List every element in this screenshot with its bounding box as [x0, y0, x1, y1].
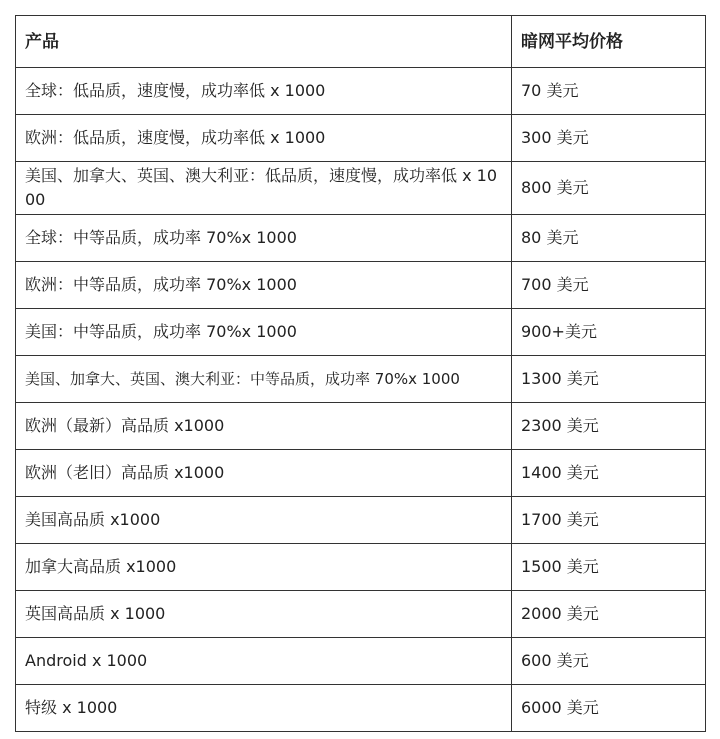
- price-cell: 2300 美元: [512, 403, 706, 450]
- table-row: [16, 356, 706, 403]
- table-row: [16, 544, 706, 591]
- table-row: [16, 68, 706, 115]
- product-cell: 美国、加拿大、英国、澳大利亚：中等品质，成功率 70%x 1000: [16, 356, 512, 403]
- product-cell: 全球：低品质，速度慢，成功率低 x 1000: [16, 68, 512, 115]
- product-cell: 美国高品质 x1000: [16, 497, 512, 544]
- product-cell: 美国：中等品质，成功率 70%x 1000: [16, 309, 512, 356]
- table-row: [16, 115, 706, 162]
- table-header-row: [16, 16, 706, 68]
- product-cell: Android x 1000: [16, 638, 512, 685]
- price-table: [15, 15, 706, 732]
- price-cell: 80 美元: [512, 215, 706, 262]
- table-row: [16, 685, 706, 732]
- price-cell: 300 美元: [512, 115, 706, 162]
- price-cell: 6000 美元: [512, 685, 706, 732]
- table-row: [16, 591, 706, 638]
- price-cell: 800 美元: [512, 162, 706, 215]
- table-row: [16, 497, 706, 544]
- price-table-container: [15, 15, 706, 732]
- price-cell: 700 美元: [512, 262, 706, 309]
- price-cell: 1500 美元: [512, 544, 706, 591]
- table-row: [16, 162, 706, 215]
- price-cell: 2000 美元: [512, 591, 706, 638]
- product-cell: 欧洲：中等品质，成功率 70%x 1000: [16, 262, 512, 309]
- table-row: [16, 215, 706, 262]
- header-product: 产品: [16, 16, 512, 68]
- product-cell: 加拿大高品质 x1000: [16, 544, 512, 591]
- table-row: [16, 638, 706, 685]
- table-row: [16, 403, 706, 450]
- product-cell: 特级 x 1000: [16, 685, 512, 732]
- product-cell: 美国、加拿大、英国、澳大利亚：低品质，速度慢，成功率低 x 1000: [16, 162, 512, 215]
- table-row: [16, 262, 706, 309]
- product-cell: 欧洲：低品质，速度慢，成功率低 x 1000: [16, 115, 512, 162]
- product-cell: 欧洲（最新）高品质 x1000: [16, 403, 512, 450]
- product-cell: 英国高品质 x 1000: [16, 591, 512, 638]
- price-cell: 1400 美元: [512, 450, 706, 497]
- price-cell: 70 美元: [512, 68, 706, 115]
- table-row: [16, 309, 706, 356]
- header-price: 暗网平均价格: [512, 16, 706, 68]
- price-cell: 1300 美元: [512, 356, 706, 403]
- price-cell: 900+美元: [512, 309, 706, 356]
- table-row: [16, 450, 706, 497]
- product-cell: 欧洲（老旧）高品质 x1000: [16, 450, 512, 497]
- price-cell: 600 美元: [512, 638, 706, 685]
- price-cell: 1700 美元: [512, 497, 706, 544]
- product-cell: 全球：中等品质，成功率 70%x 1000: [16, 215, 512, 262]
